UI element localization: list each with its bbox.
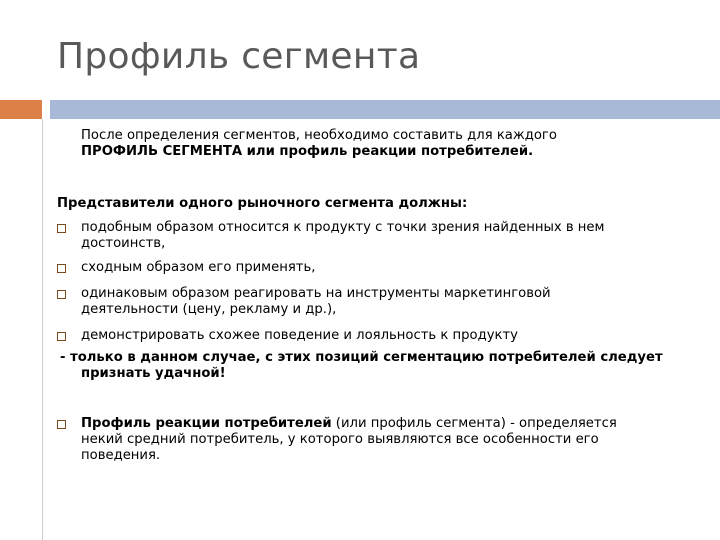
square-bullet-icon: [57, 290, 66, 299]
intro-line-2: ПРОФИЛЬ СЕГМЕНТА или профиль реакции потребителей.: [81, 144, 534, 159]
intro-line-1: После определения сегментов, необходимо составить для каждого: [81, 128, 557, 143]
definition-line-2: некий средний потребитель, у которого выявляются все особенности его: [81, 432, 599, 447]
slide-title: Профиль сегмента: [57, 36, 421, 77]
definition-term: Профиль реакции потребителей: [81, 416, 332, 431]
conclusion-line-1: - только в данном случае, с этих позиций сегментацию потребителей следует: [60, 350, 663, 365]
definition-rest: (или профиль сегмента) - определяется: [331, 416, 617, 431]
bullet-4-line-1: демонстрировать схожее поведение и лояльность к продукту: [81, 328, 518, 343]
bullet-1-line-1: подобным образом относится к продукту с точки зрения найденных в нем: [81, 220, 605, 235]
definition-line-3: поведения.: [81, 448, 161, 463]
bullet-2-line-1: сходным образом его применять,: [81, 260, 316, 275]
square-bullet-icon: [57, 420, 66, 429]
section-heading: Представители одного рыночного сегмента должны:: [57, 196, 468, 211]
conclusion-line-2: признать удачной!: [81, 366, 226, 381]
bullet-3-line-1: одинаковым образом реагировать на инструменты маркетинговой: [81, 286, 551, 301]
bullet-3-line-2: деятельности (цену, рекламу и др.),: [81, 302, 337, 317]
square-bullet-icon: [57, 264, 66, 273]
definition-line-1: [81, 416, 617, 432]
square-bullet-icon: [57, 332, 66, 341]
bullet-1-line-2: достоинств,: [81, 236, 166, 251]
square-bullet-icon: [57, 224, 66, 233]
